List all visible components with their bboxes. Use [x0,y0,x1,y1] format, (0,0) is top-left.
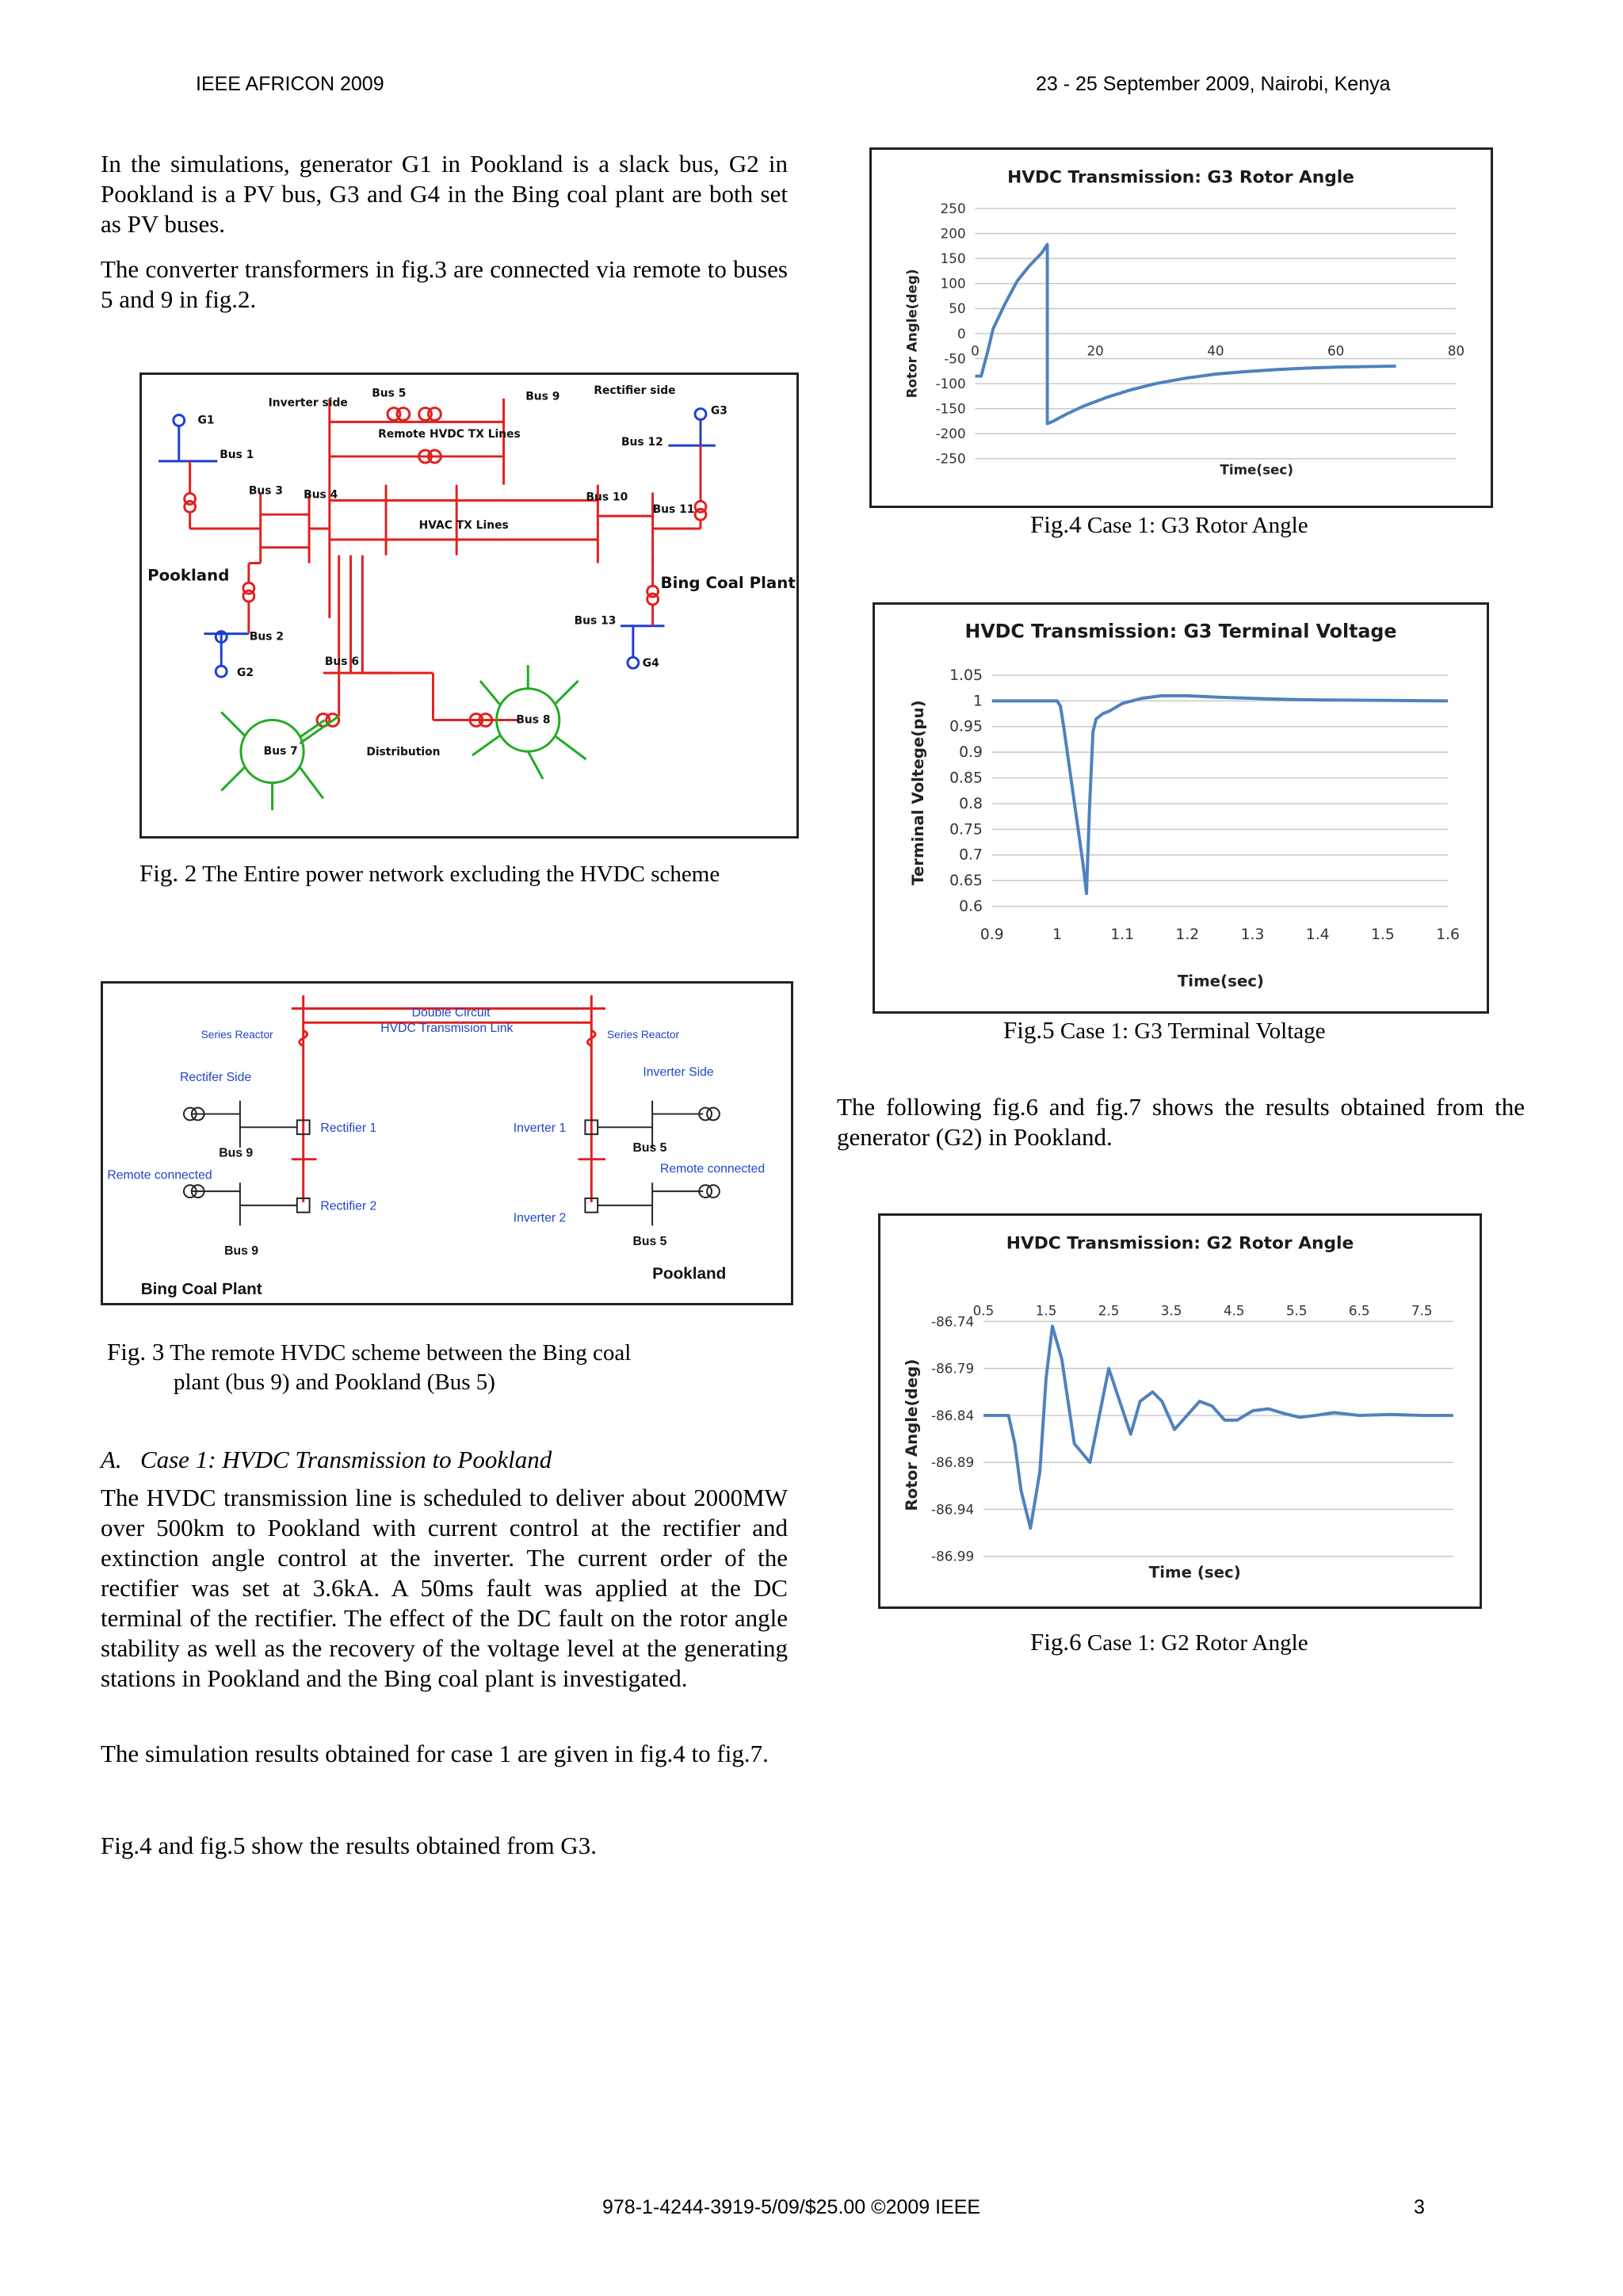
y-tick-label: -150 [935,400,966,417]
label-g3: G3 [710,404,727,418]
label-bus5-top: Bus 5 [632,1140,667,1155]
y-tick-label: -86.74 [931,1313,975,1330]
power-network-diagram [142,375,796,836]
y-tick-label: -86.79 [931,1360,975,1377]
g3-terminal-voltage-chart [875,605,1487,1011]
label-remote-connected-left: Remote connected [107,1168,212,1182]
y-tick-label: -50 [944,350,966,367]
label-bus7: Bus 7 [263,745,298,758]
label-g1: G1 [197,414,215,427]
label-bus3: Bus 3 [248,484,283,498]
g3-rotor-angle-chart [872,150,1491,506]
running-header-right: 23 - 25 September 2009, Nairobi, Kenya [1036,73,1391,95]
copyright-footer: 978-1-4244-3919-5/09/$25.00 ©2009 IEEE [602,2196,981,2218]
x-tick-label: 40 [1207,342,1224,359]
y-tick-label: 0.6 [959,898,983,915]
caption-text: Case 1: G3 Rotor Angle [1086,513,1308,538]
paragraph-fig4-fig5: Fig.4 and fig.5 show the results obtained from G3. [101,1832,597,1859]
label-bus12: Bus 12 [621,436,663,449]
y-tick-label: 0.8 [959,795,983,812]
x-axis-label: Time(sec) [1220,461,1294,478]
figure-3-caption [107,1338,631,1367]
label-inverter-side: Inverter Side [643,1065,714,1079]
label-bing-coal-plant: Bing Coal Plant [660,574,796,593]
label-hvdc-link: HVDC Transmision Link [380,1022,514,1036]
y-tick-label: -86.84 [931,1407,975,1423]
caption-text: The remote HVDC scheme between the Bing coal [170,1340,632,1366]
y-tick-label: 0.95 [949,718,983,735]
y-tick-label: -86.89 [931,1454,975,1471]
label-bus9: Bus 9 [525,390,560,403]
y-tick-label: 1.05 [949,667,983,684]
label-bus5: Bus 5 [372,387,407,400]
label-bus9-bottom: Bus 9 [224,1244,259,1258]
label-bus9-top: Bus 9 [219,1146,254,1160]
label-inverter-side: Inverter side [268,396,348,410]
caption-number: Fig. 2 [139,859,197,887]
label-rectifier-2: Rectifier 2 [320,1199,377,1213]
label-inverter-1: Inverter 1 [513,1121,567,1136]
x-tick-label: 1.5 [1370,926,1395,944]
figure-5-chart [873,602,1489,1014]
y-tick-label: 100 [940,275,966,292]
y-tick-label: -100 [935,375,966,392]
label-double-circuit: Double Circuit [411,1006,491,1020]
label-inverter-2: Inverter 2 [513,1211,567,1225]
figure-2-power-network [139,372,799,839]
chart-title: HVDC Transmission: G3 Rotor Angle [1007,167,1354,188]
x-tick-label: 1.1 [1110,926,1135,944]
label-remote-connected-right: Remote connected [659,1162,766,1176]
label-series-reactor-right: Series Reactor [606,1028,680,1041]
hvdc-scheme-diagram [103,984,791,1303]
figure-6-caption [1030,1628,1308,1657]
g2-rotor-angle-chart [880,1216,1480,1606]
label-bing-coal-plant: Bing Coal Plant [140,1280,262,1299]
caption-number: Fig. 3 [107,1338,165,1366]
label-pookland: Pookland [652,1264,727,1283]
x-tick-label: 2.5 [1098,1302,1120,1319]
x-tick-label: 3.5 [1160,1302,1182,1319]
y-tick-label: -200 [935,426,966,442]
x-tick-label: 20 [1086,342,1104,359]
figure-3-caption-line2: plant (bus 9) and Pookland (Bus 5) [174,1370,495,1395]
x-axis-label: Time (sec) [1148,1563,1241,1582]
figure-4-chart [869,147,1493,508]
label-bus4: Bus 4 [304,488,338,502]
figure-4-caption [1030,510,1308,540]
label-series-reactor-left: Series Reactor [200,1028,273,1041]
chart-title: HVDC Transmission: G2 Rotor Angle [1006,1233,1354,1254]
label-bus8: Bus 8 [516,713,551,727]
paragraph-case1-description: The HVDC transmission line is scheduled to deliver about 2000MW over 500km to Pookland with current control at the rectifier and extinction angle control at the inverter. The current order of the rectifier was set at 3.6kA. A 50ms fault was applied at the DC terminal of the rectifier. The effect of the DC fault on the rotor angle stability as well as the recovery of the voltage level at the generating stations in Pookland and the Bing coal plant is investigated. [101,1484,788,1692]
label-rectifier-1: Rectifier 1 [320,1121,377,1136]
figure-5-caption [1003,1016,1326,1045]
label-g4: G4 [642,657,659,670]
caption-number: Fig.5 [1003,1016,1055,1044]
label-pookland: Pookland [147,566,230,585]
figure-6-chart [878,1213,1482,1609]
paragraph-g2-results: The following fig.6 and fig.7 shows the results obtained from the generator (G2) in Pookland. [837,1093,1525,1151]
label-remote-hvdc-lines: Remote HVDC TX Lines [378,428,521,441]
label-g2: G2 [237,667,254,680]
figure-3-hvdc-scheme [101,981,793,1305]
y-tick-label: 0.65 [949,873,983,890]
y-tick-label: 250 [940,200,966,216]
label-bus1: Bus 1 [220,448,254,461]
y-axis-label: Terminal Voltege(pu) [908,700,927,885]
y-axis-label: Rotor Angle(deg) [903,1358,922,1511]
y-tick-label: 0.9 [959,744,983,762]
page-number: 3 [1414,2196,1425,2218]
x-tick-label: 1.2 [1175,926,1200,944]
section-heading [101,1445,788,1475]
series-line [992,696,1448,893]
label-hvac-lines: HVAC TX Lines [418,519,509,532]
caption-number: Fig.6 [1030,1628,1082,1656]
x-tick-label: 1.3 [1240,926,1265,944]
x-tick-label: 1 [1052,926,1062,944]
y-tick-label: 50 [949,300,966,317]
label-bus6: Bus 6 [324,655,359,669]
caption-text: Case 1: G3 Terminal Voltage [1060,1018,1326,1044]
y-tick-label: 0.85 [949,770,983,787]
label-bus2: Bus 2 [249,630,284,644]
paragraph-converter-transformers: The converter transformers in fig.3 are connected via remote to buses 5 and 9 in fig.2. [101,255,788,313]
label-rectifier-side: Rectifer Side [180,1071,252,1085]
y-tick-label: 0.7 [959,846,983,864]
figure-2-caption [139,859,720,888]
x-tick-label: 1.6 [1436,926,1460,944]
x-tick-label: 4.5 [1223,1302,1245,1319]
y-tick-label: -250 [935,450,966,467]
x-tick-label: 60 [1327,342,1345,359]
y-tick-label: 150 [940,250,966,267]
x-tick-label: 1.4 [1305,926,1330,944]
series-line [983,1326,1453,1528]
x-tick-label: 5.5 [1285,1302,1308,1319]
label-bus5-bottom: Bus 5 [632,1235,667,1249]
y-tick-label: 0.75 [949,821,983,839]
y-tick-label: 200 [940,225,966,242]
y-tick-label: -86.94 [931,1501,975,1518]
running-header-left: IEEE AFRICON 2009 [196,73,384,95]
x-tick-label: 7.5 [1411,1302,1433,1319]
caption-text: Case 1: G2 Rotor Angle [1086,1630,1308,1656]
paragraph-simulation-results: The simulation results obtained for case 1 are given in fig.4 to fig.7. [101,1740,769,1767]
y-axis-label: Rotor Angle(deg) [903,269,920,399]
chart-title: HVDC Transmission: G3 Terminal Voltage [964,620,1397,643]
label-bus10: Bus 10 [586,491,628,504]
y-tick-label: 1 [972,693,983,710]
section-letter: A. [101,1446,122,1473]
x-tick-label: 80 [1447,342,1465,359]
x-tick-label: 1.5 [1035,1302,1057,1319]
section-title: Case 1: HVDC Transmission to Pookland [139,1446,552,1473]
label-rectifier-side: Rectifier side [594,384,676,397]
y-tick-label: 0 [957,325,966,342]
x-tick-label: 0.5 [972,1302,995,1319]
paragraph-simulation-buses: In the simulations, generator G1 in Pookland is a slack bus, G2 in Pookland is a PV bus, G3 and G4 in the Bing coal plant are both set as PV buses. [101,150,788,238]
y-tick-label: -86.99 [931,1548,975,1564]
caption-text: The Entire power network excluding the HVDC scheme [202,861,720,887]
x-tick-label: 0.9 [980,926,1004,944]
x-tick-label: 0 [971,342,980,359]
label-distribution: Distribution [366,746,441,759]
caption-number: Fig.4 [1030,510,1082,538]
x-tick-label: 6.5 [1348,1302,1370,1319]
label-bus11: Bus 11 [652,503,695,517]
label-bus13: Bus 13 [574,614,617,628]
x-axis-label: Time(sec) [1177,972,1264,991]
